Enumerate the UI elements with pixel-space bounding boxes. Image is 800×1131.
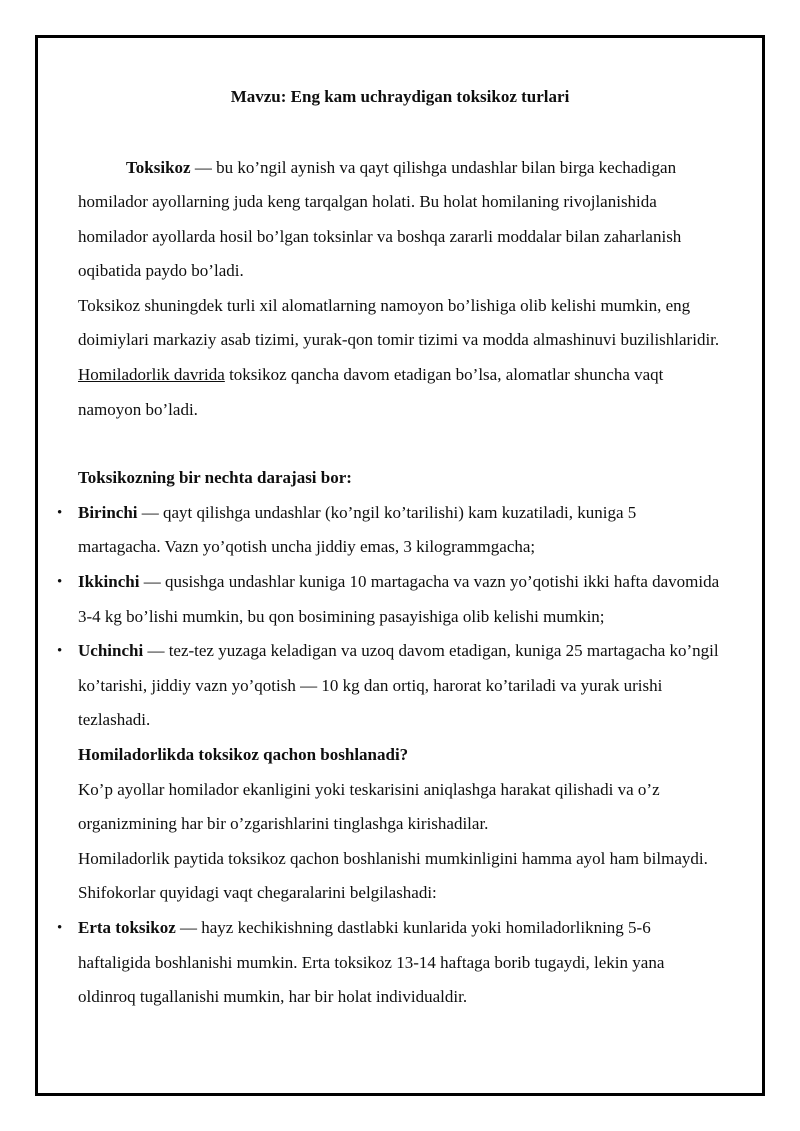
bullet-item (57, 496, 722, 565)
text-segment: — tez-tez yuzaga keladigan va uzoq davom etadigan, kuniga 25 martagacha ko’ngil ko’tarishi, jiddiy vazn yo’qotish — 10 kg dan ortiq, harorat ko’tariladi va yurak urishi tezlashadi. (78, 641, 719, 730)
text-segment: Toksikoz (126, 157, 191, 177)
text-segment: toksikoz qancha davom etadigan bo’lsa, alomatlar shuncha vaqt namoyon bo’ladi. (78, 365, 664, 419)
text-segment: — qayt qilishga undashlar (ko’ngil ko’tarilishi) kam kuzatiladi, kuniga 5 martagacha. Vazn yo’qotish uncha jiddiy emas, 3 kilogrammgacha; (78, 502, 637, 557)
bullet-item (57, 565, 722, 634)
text-segment: Uchinchi (78, 641, 144, 661)
text-segment: — qusishga undashlar kuniga 10 martagacha va vazn yo’qotishi ikki hafta davomida 3-4 kg bo’lishi mumkin, bu qon bosimining pasayishiga olib kelishi mumkin; (78, 572, 720, 626)
page-title: Mavzu: Eng kam uchraydigan toksikoz turlari (230, 87, 570, 106)
text-segment: — bu ko’ngil aynish va qayt qilishga undashlar bilan birga kechadigan homilador ayollarning juda keng tarqalgan holati. Bu holat homilaning rivojlanishida homilador ayollarda hosil bo’lgan toksinlar va boshqa zararli moddalar bilan zaharlanish oqibatida paydo bo’ladi. (78, 157, 682, 281)
bullet-item (57, 634, 722, 738)
text-segment: Homiladorlik paytida toksikoz qachon boshlanishi mumkinligini hamma ayol ham bilmaydi. Shifokorlar quyidagi vaqt chegaralarini belgilashadi: (78, 848, 708, 903)
paragraph (78, 151, 722, 289)
bullet-marker-icon: • (57, 574, 63, 591)
paragraph (78, 773, 722, 842)
text-segment: Ikkinchi (78, 572, 140, 592)
heading (78, 461, 722, 496)
text-segment: Birinchi (78, 502, 138, 522)
text-segment: — hayz kechikishning dastlabki kunlarida yoki homiladorlikning 5-6 haftaligida boshlanishi mumkin. Erta toksikoz 13-14 haftaga borib tugaydi, lekin yana oldinroq tugallanishi mumkin, har bir holat individualdir. (78, 917, 665, 1007)
page-border-frame (35, 35, 765, 1096)
text-segment: Homiladorlik davrida (78, 365, 225, 385)
text-segment: Erta toksikoz (78, 917, 176, 937)
bullet-marker-icon: • (57, 643, 63, 660)
text-segment: Toksikoz shuningdek turli xil alomatlarning namoyon bo’lishiga olib kelishi mumkin, eng doimiylari markaziy asab tizimi, yurak-qon tomir tizimi va modda almashinuvi buzilishlaridir. (78, 295, 720, 350)
heading (78, 738, 722, 773)
bullet-marker-icon: • (57, 919, 63, 936)
bullet-marker-icon: • (57, 504, 63, 521)
bullet-item (57, 911, 722, 1015)
text-segment: Ko’p ayollar homilador ekanligini yoki teskarisini aniqlashga harakat qilishadi va o’z organizmining har bir o’zgarishlarini tinglashga kirishadilar. (78, 779, 660, 834)
paragraph (78, 289, 722, 427)
document-body (57, 151, 722, 1015)
text-segment: Toksikozning bir nechta darajasi bor: (78, 468, 352, 488)
paragraph (78, 842, 722, 911)
text-segment: Homiladorlikda toksikoz qachon boshlanadi? (78, 745, 409, 764)
